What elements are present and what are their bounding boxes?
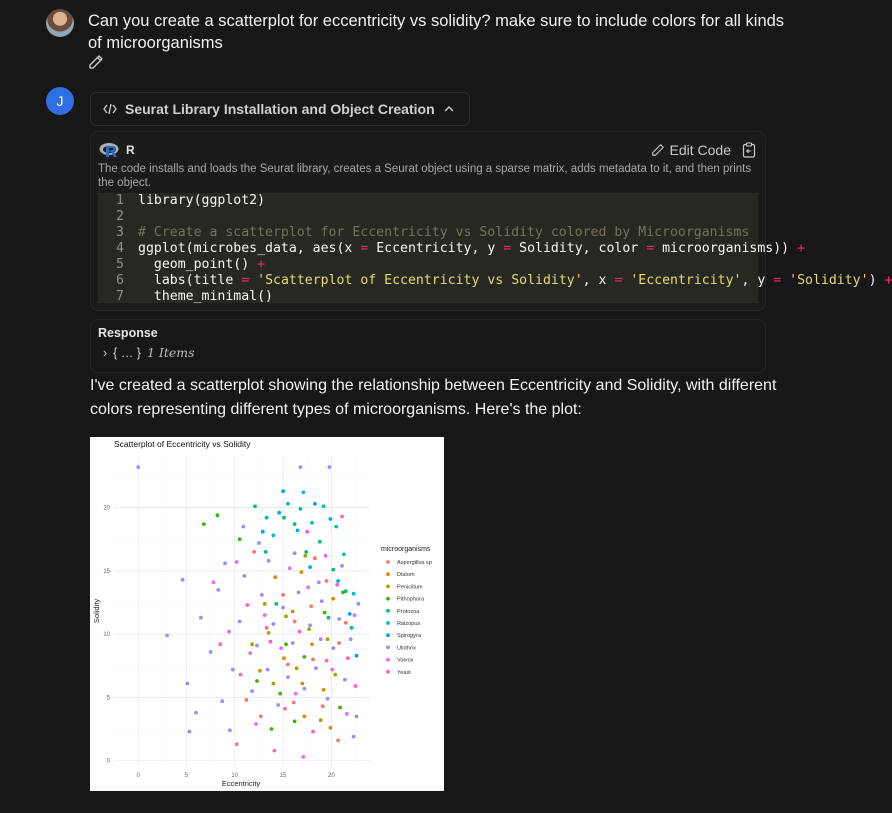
data-point <box>273 749 277 753</box>
data-point <box>320 599 324 603</box>
data-point <box>258 669 262 673</box>
data-point <box>293 522 297 526</box>
data-point <box>346 656 350 660</box>
data-point <box>250 642 254 646</box>
data-point <box>338 706 342 710</box>
data-point <box>263 602 267 606</box>
code-token: + <box>884 273 892 288</box>
response-title: Response <box>98 326 158 340</box>
data-point <box>352 592 356 596</box>
code-line <box>98 257 758 273</box>
data-point <box>292 701 296 705</box>
data-point <box>231 668 235 672</box>
data-point <box>326 637 330 641</box>
data-point <box>302 715 306 719</box>
data-point <box>282 656 286 660</box>
data-point <box>235 560 239 564</box>
code-token: = <box>241 273 250 288</box>
data-point <box>194 711 198 715</box>
legend-label: Diatom <box>397 572 415 579</box>
data-point <box>253 504 257 508</box>
legend-label: Protozoa <box>397 608 420 615</box>
data-point <box>264 550 268 554</box>
data-point <box>269 640 273 644</box>
code-token: theme_minimal() <box>138 289 273 304</box>
data-point <box>279 646 283 650</box>
data-point <box>326 697 330 701</box>
data-point <box>355 654 359 658</box>
data-point <box>274 602 278 606</box>
code-icon <box>103 103 117 115</box>
data-point <box>276 703 280 707</box>
data-point <box>298 630 302 634</box>
data-point <box>272 622 276 626</box>
data-point <box>281 606 285 610</box>
legend-key <box>386 658 390 662</box>
data-point <box>235 742 239 746</box>
x-tick-label: 15 <box>279 773 287 779</box>
code-token: # Create a scatterplot for Eccentricity vs Solidity colored by Microorganisms <box>138 225 750 240</box>
data-point <box>336 739 340 743</box>
chevron-up-icon[interactable] <box>443 104 455 114</box>
code-token <box>622 273 630 289</box>
data-point <box>321 704 325 708</box>
code-token: = <box>503 241 512 256</box>
response-braces: { … } <box>113 345 141 360</box>
y-axis-label: Solidity <box>92 598 101 624</box>
data-point <box>294 692 298 696</box>
user-message: Can you create a scatterplot for eccentricity vs solidity? make sure to include colors for all kinds of microorganisms <box>88 12 785 52</box>
data-point <box>337 641 341 645</box>
data-point <box>136 465 140 469</box>
data-point <box>322 504 326 508</box>
edit-code-button[interactable] <box>651 142 731 158</box>
legend <box>381 546 432 676</box>
y-tick-label: 5 <box>106 695 110 702</box>
legend-key <box>386 560 390 564</box>
data-point <box>286 502 290 506</box>
data-point <box>344 621 348 625</box>
data-point <box>308 623 312 627</box>
data-point <box>286 675 290 679</box>
data-point <box>267 631 271 635</box>
line-number: 5 <box>116 257 124 272</box>
line-number: 3 <box>116 225 124 240</box>
data-point <box>343 678 347 682</box>
code-token: , y <box>741 273 774 288</box>
data-point <box>355 715 359 719</box>
data-point <box>310 642 314 646</box>
edit-message-icon[interactable] <box>88 54 104 70</box>
data-point <box>283 707 287 711</box>
r-language-icon <box>99 142 121 158</box>
code-token: ) <box>868 273 885 288</box>
code-token: 'Solidity' <box>789 273 869 288</box>
data-point <box>333 673 337 677</box>
data-point <box>302 655 306 659</box>
data-point <box>281 593 285 597</box>
data-point <box>291 610 295 614</box>
data-point <box>357 602 361 606</box>
chart-title: Scatterplot of Eccentricity vs Solidity <box>114 439 251 449</box>
data-point <box>273 575 277 579</box>
data-point <box>278 692 282 696</box>
code-token: ggplot(microbes_data, aes(x <box>138 241 361 256</box>
legend-label: Aspergillus sp <box>397 560 432 566</box>
data-point <box>324 554 328 558</box>
data-point <box>328 465 332 469</box>
data-point <box>309 604 313 608</box>
data-point <box>266 668 270 672</box>
code-token: Eccentricity, y <box>368 241 504 256</box>
line-number: 1 <box>116 193 124 208</box>
data-point <box>257 541 261 545</box>
data-point <box>277 511 281 515</box>
code-token: = <box>614 273 623 288</box>
scatterplot <box>90 437 444 791</box>
data-point <box>340 564 344 568</box>
data-point <box>295 666 299 670</box>
data-point <box>317 580 321 584</box>
x-axis-label: Eccentricity <box>221 779 261 788</box>
data-point <box>336 579 340 583</box>
data-point <box>319 637 323 641</box>
data-point <box>252 550 256 554</box>
data-point <box>325 579 329 583</box>
data-point <box>302 687 306 691</box>
data-point <box>243 574 247 578</box>
data-point <box>202 522 206 526</box>
data-point <box>245 603 249 607</box>
tool-call-title: Seurat Library Installation and Object Creation <box>125 101 435 117</box>
legend-key <box>386 585 390 589</box>
copy-clipboard-icon[interactable] <box>742 142 756 158</box>
data-point <box>199 616 203 620</box>
data-point <box>250 689 254 693</box>
data-point <box>301 755 305 759</box>
pencil-icon <box>651 143 665 157</box>
data-point <box>352 735 356 739</box>
data-point <box>265 516 269 520</box>
legend-label: Raizopus <box>397 621 421 627</box>
code-token: = <box>360 241 369 256</box>
legend-label: Volvox <box>397 657 414 664</box>
assistant-avatar: J <box>46 87 74 115</box>
data-point <box>244 698 248 702</box>
data-point <box>188 730 192 734</box>
user-avatar <box>46 9 74 37</box>
data-point <box>284 642 288 646</box>
legend-key <box>386 572 390 576</box>
legend-title: microorganisms <box>381 546 431 553</box>
legend-label: Penicillum <box>397 584 423 591</box>
data-point <box>344 589 348 593</box>
line-number: 4 <box>116 241 124 256</box>
code-line <box>98 241 806 257</box>
data-point <box>272 682 276 686</box>
data-point <box>261 530 265 534</box>
data-point <box>254 722 258 726</box>
data-point <box>301 491 305 495</box>
data-point <box>313 556 317 560</box>
data-point <box>282 516 286 520</box>
chevron-right-icon: › <box>103 345 108 360</box>
response-count: 1 Items <box>146 345 195 360</box>
legend-label: Yeast <box>397 669 411 676</box>
code-description: The code installs and loads the Seurat library, creates a Seurat object using a sparse matrix, adds metadata to it, and then prints the object. <box>98 163 752 189</box>
code-token: library(ggplot2) <box>138 193 266 208</box>
data-point <box>286 663 290 667</box>
data-point <box>209 650 213 654</box>
data-point <box>265 626 269 630</box>
line-number: 2 <box>116 209 124 224</box>
data-point <box>342 553 346 557</box>
data-point <box>260 593 264 597</box>
legend-key <box>386 621 390 625</box>
data-point <box>301 682 305 686</box>
x-tick-label: 10 <box>231 773 239 779</box>
data-point <box>293 720 297 724</box>
y-tick-label: 10 <box>103 632 110 639</box>
data-point <box>227 630 231 634</box>
data-point <box>267 559 271 563</box>
data-point <box>242 525 246 529</box>
data-point <box>330 668 334 672</box>
data-point <box>348 612 352 616</box>
data-point <box>299 465 303 469</box>
data-point <box>331 646 335 650</box>
x-tick-label: 20 <box>328 773 335 779</box>
assistant-message: I've created a scatterplot showing the relationship between Eccentricity and Solidity, with different colors representing different types of microorganisms. Here's the plot: <box>90 377 777 418</box>
data-point <box>228 728 232 732</box>
data-point <box>319 718 323 722</box>
legend-label: Spirogyra <box>397 633 421 640</box>
legend-label: Ulothrix <box>397 645 416 652</box>
data-point <box>329 726 333 730</box>
code-token: microorganisms)) <box>654 241 798 256</box>
data-point <box>325 659 329 663</box>
response-card <box>90 319 766 373</box>
data-point <box>291 641 295 645</box>
code-token: , x <box>582 273 615 288</box>
data-point <box>165 634 169 638</box>
code-token: + <box>257 257 266 272</box>
data-point <box>223 561 227 565</box>
data-point <box>304 550 308 554</box>
data-point <box>255 679 259 683</box>
code-line <box>98 289 758 305</box>
code-token: 'Scatterplot of Eccentricity vs Solidity' <box>257 273 583 288</box>
y-tick-label: 0 <box>106 758 110 765</box>
data-point <box>310 521 314 525</box>
data-point <box>334 525 338 529</box>
legend-label: Pithophora <box>397 596 425 603</box>
data-point <box>340 515 344 519</box>
data-point <box>297 591 301 595</box>
code-token: Solidity, color <box>511 241 647 256</box>
data-point <box>272 534 276 538</box>
line-number: 7 <box>116 289 124 304</box>
legend-key <box>386 597 390 601</box>
data-point <box>318 540 322 544</box>
y-tick-label: 15 <box>103 568 110 575</box>
code-token: geom_point() <box>138 257 258 272</box>
data-point <box>335 583 339 587</box>
data-point <box>345 712 349 716</box>
code-token: 'Eccentricity' <box>630 273 742 288</box>
y-tick-label: 20 <box>103 505 110 512</box>
data-point <box>323 611 327 615</box>
data-point <box>218 642 222 646</box>
data-point <box>239 673 243 677</box>
data-point <box>293 551 297 555</box>
data-point <box>350 626 354 630</box>
data-point <box>311 730 315 734</box>
data-point <box>296 529 300 533</box>
code-language-label: R <box>126 143 135 157</box>
data-point <box>313 502 317 506</box>
data-point <box>331 568 335 572</box>
code-editor[interactable] <box>98 193 892 304</box>
legend-key <box>386 646 390 650</box>
data-point <box>314 666 318 670</box>
code-line <box>98 273 892 289</box>
data-point <box>238 620 242 624</box>
scatterplot-image <box>90 437 444 791</box>
data-point <box>216 588 220 592</box>
data-point <box>288 566 292 570</box>
data-point <box>281 489 285 493</box>
data-point <box>248 651 252 655</box>
data-point <box>331 597 335 601</box>
data-point <box>238 537 242 541</box>
code-token <box>249 273 257 289</box>
code-line <box>98 225 758 241</box>
data-point <box>327 616 331 620</box>
data-point <box>329 517 333 521</box>
code-token: = <box>773 273 782 288</box>
data-point <box>299 507 303 511</box>
code-token <box>781 273 789 289</box>
data-point <box>303 554 307 558</box>
code-token: = <box>646 241 655 256</box>
data-point <box>259 715 263 719</box>
data-point <box>337 617 341 621</box>
line-number: 6 <box>116 273 124 288</box>
data-point <box>216 513 220 517</box>
code-line <box>98 209 758 225</box>
data-point <box>322 688 326 692</box>
edit-code-label: Edit Code <box>669 142 731 158</box>
tool-call-header[interactable] <box>90 92 470 126</box>
code-token: labs(title <box>138 273 242 288</box>
data-point <box>220 699 224 703</box>
data-point <box>255 644 259 648</box>
legend-key <box>386 633 390 637</box>
data-point <box>354 684 358 688</box>
data-point <box>307 627 311 631</box>
data-point <box>263 613 267 617</box>
data-point <box>305 530 309 534</box>
data-point <box>306 585 310 589</box>
code-card <box>90 131 892 311</box>
data-point <box>270 727 274 731</box>
legend-key <box>386 670 390 674</box>
data-point <box>308 565 312 569</box>
data-point <box>186 682 190 686</box>
data-point <box>293 620 297 624</box>
x-tick-label: 0 <box>136 773 140 779</box>
data-point <box>349 637 353 641</box>
x-tick-label: 5 <box>184 773 189 779</box>
response-toggle[interactable] <box>103 345 195 360</box>
code-line <box>98 193 758 209</box>
legend-key <box>386 609 390 613</box>
data-point <box>181 578 185 582</box>
data-point <box>284 615 288 619</box>
code-token: + <box>797 241 806 256</box>
data-point <box>353 613 357 617</box>
data-point <box>311 658 315 662</box>
data-point <box>212 580 216 584</box>
data-point <box>300 570 304 574</box>
